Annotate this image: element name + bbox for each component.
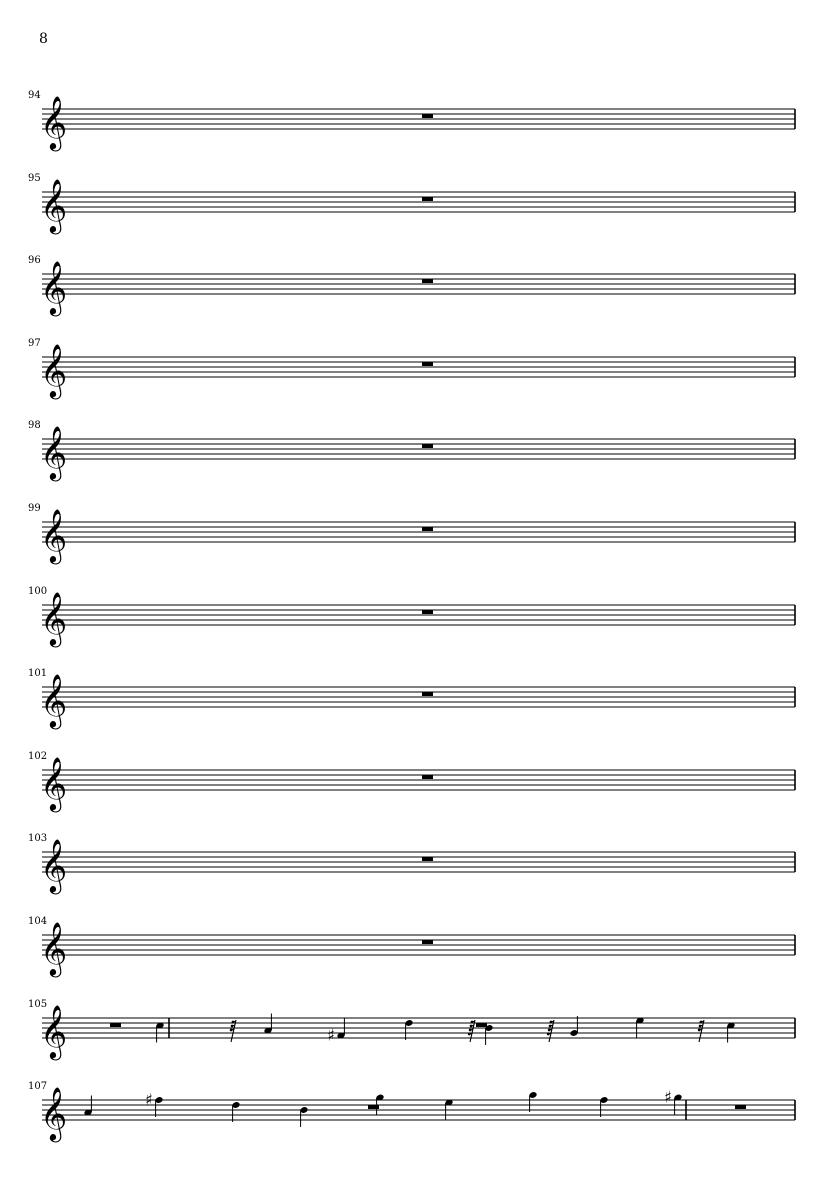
whole-rest xyxy=(422,692,433,696)
treble-clef-icon: 𝄞 xyxy=(40,838,68,892)
treble-clef-icon: 𝄞 xyxy=(40,508,68,562)
whole-rest xyxy=(422,362,433,366)
whole-rest xyxy=(422,444,433,448)
whole-rest xyxy=(422,197,433,201)
whole-rest xyxy=(368,1105,379,1109)
measure-number: 103 xyxy=(28,833,48,844)
whole-rest xyxy=(422,775,433,779)
sharp-icon: ♯ xyxy=(664,1087,672,1107)
treble-clef-icon: 𝄞 xyxy=(40,591,68,645)
staff-system xyxy=(28,668,795,729)
quarter-note xyxy=(299,1106,308,1127)
treble-clef-icon: 𝄞 xyxy=(40,673,68,727)
quarter-note xyxy=(444,1099,453,1120)
treble-clef-icon: 𝄞 xyxy=(40,95,68,149)
quarter-note xyxy=(83,1096,92,1117)
measure-number: 101 xyxy=(28,668,48,679)
staff-system xyxy=(28,586,795,647)
quarter-note xyxy=(528,1091,537,1112)
whole-rest xyxy=(422,857,433,861)
quarter-note xyxy=(635,1017,644,1038)
quarter-note xyxy=(231,1101,240,1122)
whole-rest xyxy=(422,610,433,614)
treble-clef-icon: 𝄞 xyxy=(40,343,68,397)
treble-clef-icon: 𝄞 xyxy=(40,921,68,975)
measure-number: 104 xyxy=(28,916,48,927)
quarter-note xyxy=(375,1094,384,1115)
treble-clef-icon: 𝄞 xyxy=(40,1086,68,1140)
treble-clef-icon: 𝄞 xyxy=(40,260,68,314)
whole-rest xyxy=(735,1105,746,1109)
measure-number: 105 xyxy=(28,999,48,1010)
sharp-icon: ♯ xyxy=(145,1090,153,1109)
measure-number: 102 xyxy=(28,751,48,762)
staff-system xyxy=(28,90,795,151)
treble-clef-icon: 𝄞 xyxy=(40,178,68,232)
measure-number: 100 xyxy=(28,586,48,597)
measure-number: 94 xyxy=(28,90,41,101)
sharp-icon: ♯ xyxy=(327,1025,335,1045)
staff-system xyxy=(28,338,795,399)
whole-rest xyxy=(422,527,433,531)
quarter-note xyxy=(569,1016,578,1037)
quarter-note xyxy=(484,1024,493,1045)
whole-rest xyxy=(422,940,433,944)
staff-system xyxy=(28,173,795,234)
page-number: 8 xyxy=(39,31,48,47)
whole-rest xyxy=(110,1023,121,1027)
staff-system xyxy=(28,1081,795,1142)
staff-system xyxy=(28,420,795,481)
treble-clef-icon: 𝄞 xyxy=(40,425,68,479)
staff-system xyxy=(28,751,795,812)
measure-number: 99 xyxy=(28,503,41,514)
staff-system xyxy=(28,999,795,1060)
quarter-note xyxy=(145,1090,164,1117)
measure-number: 96 xyxy=(28,255,41,266)
quarter-note xyxy=(599,1096,608,1117)
whole-rest xyxy=(422,279,433,283)
quarter-note xyxy=(155,1022,164,1043)
quarter-note xyxy=(404,1019,413,1040)
whole-rest xyxy=(476,1023,487,1027)
whole-rest xyxy=(422,114,433,118)
measure-number: 107 xyxy=(28,1081,48,1092)
measure-number: 95 xyxy=(28,173,41,184)
measure-number: 97 xyxy=(28,338,41,349)
staff-system xyxy=(28,255,795,316)
staff-system xyxy=(28,916,795,977)
staff-system xyxy=(28,503,795,564)
treble-clef-icon: 𝄞 xyxy=(40,1004,68,1058)
quarter-note xyxy=(327,1019,346,1045)
treble-clef-icon: 𝄞 xyxy=(40,756,68,810)
staff-system xyxy=(28,833,795,894)
quarter-note xyxy=(726,1022,735,1043)
quarter-note xyxy=(263,1014,272,1035)
measure-number: 98 xyxy=(28,420,41,431)
